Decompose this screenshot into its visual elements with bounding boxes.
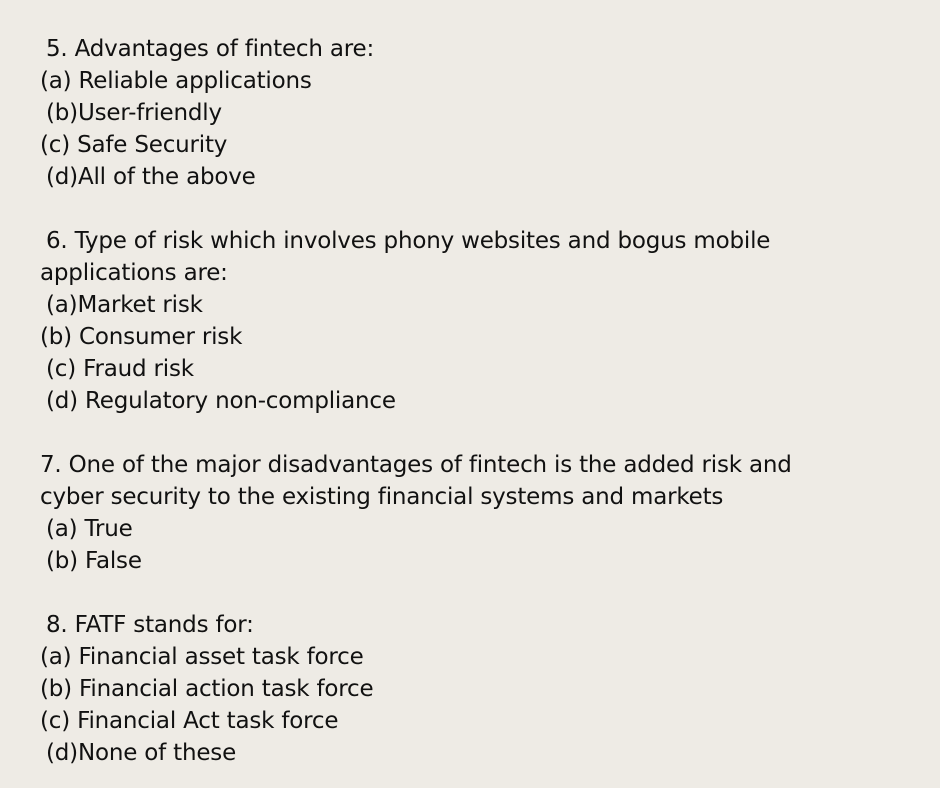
question-7-option-a: (a) True bbox=[46, 516, 133, 542]
question-5-option-a: (a) Reliable applications bbox=[40, 68, 312, 94]
spacer bbox=[40, 577, 920, 609]
question-8-option-b: (b) Financial action task force bbox=[40, 676, 374, 702]
question-8-stem: 8. FATF stands for: bbox=[46, 612, 254, 638]
question-6-stem-line-1: 6. Type of risk which involves phony websites and bogus mobile bbox=[46, 228, 771, 254]
question-7-stem-line-2: cyber security to the existing financial systems and markets bbox=[40, 484, 724, 510]
quiz-document bbox=[40, 33, 920, 769]
question-8-option-c: (c) Financial Act task force bbox=[40, 708, 339, 734]
question-7 bbox=[40, 449, 920, 577]
question-5 bbox=[40, 33, 920, 193]
question-8-option-a: (a) Financial asset task force bbox=[40, 644, 364, 670]
question-5-option-d: (d)All of the above bbox=[46, 164, 256, 190]
spacer bbox=[40, 193, 920, 225]
question-6-stem-line-2: applications are: bbox=[40, 260, 228, 286]
question-5-option-c: (c) Safe Security bbox=[40, 132, 228, 158]
question-8 bbox=[40, 609, 920, 769]
question-8-option-d: (d)None of these bbox=[46, 740, 237, 766]
question-6-option-c: (c) Fraud risk bbox=[46, 356, 194, 382]
question-5-stem: 5. Advantages of fintech are: bbox=[46, 36, 375, 62]
question-5-option-b: (b)User-friendly bbox=[46, 100, 222, 126]
question-7-option-b: (b) False bbox=[46, 548, 142, 574]
question-7-stem-line-1: 7. One of the major disadvantages of fintech is the added risk and bbox=[40, 452, 792, 478]
question-6 bbox=[40, 225, 920, 417]
question-6-option-b: (b) Consumer risk bbox=[40, 324, 243, 350]
spacer bbox=[40, 417, 920, 449]
question-6-option-a: (a)Market risk bbox=[46, 292, 203, 318]
question-6-option-d: (d) Regulatory non-compliance bbox=[46, 388, 396, 414]
